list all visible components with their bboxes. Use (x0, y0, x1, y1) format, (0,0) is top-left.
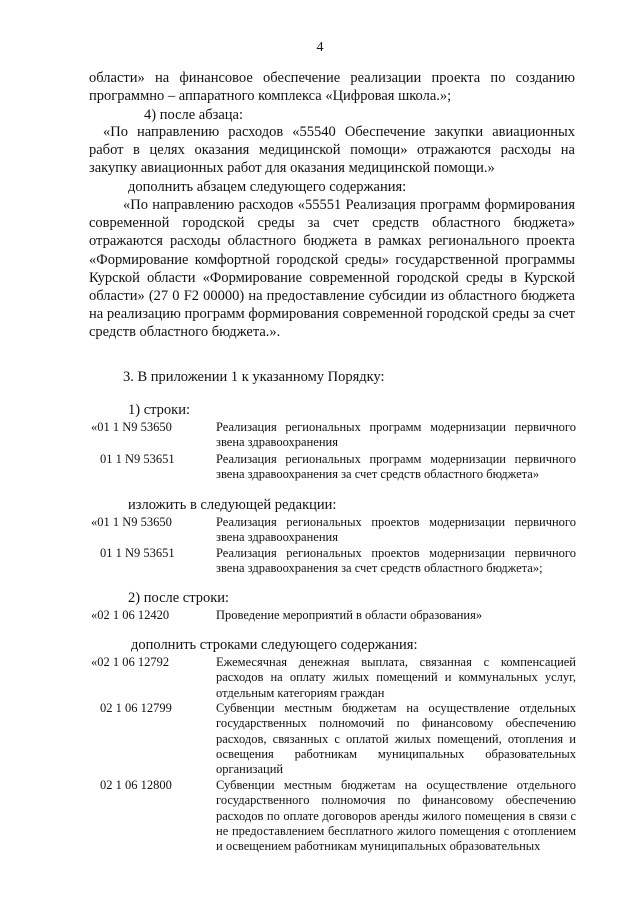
new-paragraph-block (89, 196, 575, 342)
section-3-title: 3. В приложении 1 к указанному Порядку: (123, 369, 385, 385)
old-row-2-text: Реализация региональных программ модернизации первичного звена здравоохранения за счет средств областного бюджета» (216, 452, 576, 482)
added-row-2-text: Субвенции местным бюджетам на осуществление отдельных государственных полномочий по финансовому обеспечению расходов, связанных с оплатой жилых помещений, отопления и освещения работникам муниципальных образовательных организаций (216, 701, 576, 777)
new-paragraph: «По направлению расходов «55551 Реализация программ формирования современной городской среды за счет средств областного бюджета» отражаются расходы областного бюджета в рамках регионального проекта «Формирование комфортной городской среды» государственной программы Курской области «Формирование современной городской среды в Курской области» (27 0 F2 00000) на предоставление субсидии из областного бюджета на реализацию программ формирования современной городской среды за счет средств областного бюджета.». (89, 197, 575, 341)
restate-label: изложить в следующей редакции: (128, 497, 337, 513)
new-row-2-text: Реализация региональных проектов модернизации первичного звена здравоохранения за счет средств областного бюджета»; (216, 546, 576, 576)
new-row-1-text: Реализация региональных проектов модернизации первичного звена здравоохранения (216, 515, 576, 545)
new-row-1-code: «01 1 N9 53650 (91, 515, 172, 529)
intro-line-block: области» на финансовое обеспечение реализации проекта по созданию программно – аппаратного комплекса «Цифровая школа.»; (89, 70, 575, 105)
added-row-3-text: Субвенции местным бюджетам на осуществление отдельного государственного полномочия по финансовому обеспечению расходов по оплате договоров аренды жилого помещения в связи с не предоставлением бесплатного жилого помещения с отоплением и освещением работникам муниципальных образовательных (216, 778, 576, 854)
quoted-paragraph: «По направлению расходов «55540 Обеспечение закупки авиационных работ в целях оказания медицинской помощи» отражаются расходы на закупку авиационных работ для оказания медицинской помощи.» (89, 124, 575, 177)
added-row-1-text: Ежемесячная денежная выплата, связанная с компенсацией расходов на оплату жилых помещений и коммунальных услуг, отдельным категориям граждан (216, 655, 576, 700)
item-4-label: 4) после абзаца: (144, 107, 244, 123)
added-row-1-code: «02 1 06 12792 (91, 655, 170, 669)
intro-continuation (89, 69, 575, 105)
add-label: дополнить строками следующего содержания: (131, 637, 418, 653)
new-row-2-code: 01 1 N9 53651 (100, 546, 175, 560)
old-row-1-code: «01 1 N9 53650 (91, 420, 172, 434)
page-number: 4 (316, 40, 324, 55)
supplement-label: дополнить абзацем следующего содержания: (128, 179, 407, 195)
added-row-3-code: 02 1 06 12800 (100, 778, 172, 792)
old-row-2-code: 01 1 N9 53651 (100, 452, 175, 466)
lines-label: 1) строки: (128, 402, 190, 418)
after-row-text: Проведение мероприятий в области образования» (216, 608, 483, 622)
after-label: 2) после строки: (128, 590, 230, 606)
added-row-2-code: 02 1 06 12799 (100, 701, 172, 715)
old-row-1-text: Реализация региональных программ модернизации первичного звена здравоохранения (216, 420, 576, 450)
after-row-code: «02 1 06 12420 (91, 608, 170, 622)
quoted-paragraph-block (89, 123, 575, 178)
